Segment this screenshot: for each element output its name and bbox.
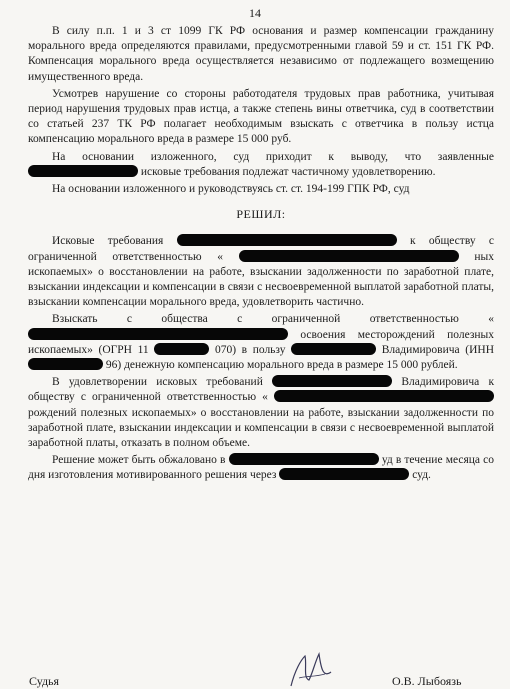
document-body bbox=[28, 24, 494, 484]
decision-2-text-a: Взыскать с общества с ограниченной ответственностью « bbox=[52, 313, 494, 326]
redaction-block bbox=[28, 358, 103, 370]
redaction-block bbox=[291, 343, 376, 355]
decision-heading: РЕШИЛ: bbox=[236, 207, 286, 222]
decision-4-text-b: уд в течение месяца со дня изготовления мотивированного решения через bbox=[28, 454, 495, 482]
paragraph-3 bbox=[28, 150, 494, 180]
redaction-block bbox=[239, 250, 459, 262]
decision-1-text-c: ных ископаемых» о восстановлении на работе, взыскании задолженности по заработной плате, взыскании индексации и компенсации в связи с несвоевременной выплатой заработной платы, взыскании компенсации морального вреда, удовлетворить частично. bbox=[28, 250, 495, 309]
paragraph-3-text: На основании изложенного, суд приходит к выводу, что заявленные bbox=[52, 150, 494, 163]
redaction-block bbox=[279, 468, 409, 480]
judge-name: О.В. Лыбоязь bbox=[392, 674, 462, 688]
redaction-block bbox=[28, 328, 288, 340]
page-number: 14 bbox=[249, 6, 261, 20]
redaction-block bbox=[229, 453, 379, 465]
redaction-block bbox=[28, 165, 138, 177]
decision-paragraph-2 bbox=[28, 312, 494, 373]
decision-2-text-b: освоения месторождений полезных ископаемых» (ОГРН 11 bbox=[28, 328, 494, 356]
redaction-block bbox=[154, 343, 209, 355]
decision-3-text-c: рождений полезных ископаемых» о восстановлении на работе, взыскании задолженности по заработной плате, взыскании индексации и компенсации в связи с несвоевременной выплатой заработной платы, отказать в полном объеме. bbox=[28, 406, 494, 450]
decision-3-text-a: В удовлетворении исковых требований bbox=[52, 376, 263, 389]
redaction-block bbox=[177, 234, 397, 246]
paragraph-4: На основании изложенного и руководствуясь ст. ст. 194-199 ГПК РФ, суд bbox=[52, 183, 410, 196]
decision-2-text-e: 96) денежную компенсацию морального вреда в размере 15 000 рублей. bbox=[105, 359, 458, 372]
decision-2-text-c: 070) в пользу bbox=[214, 343, 286, 356]
decision-2-text-d: Владимировича (ИНН bbox=[381, 343, 495, 356]
decision-paragraph-4 bbox=[28, 453, 494, 483]
judge-label: Судья bbox=[29, 674, 60, 688]
redaction-block bbox=[272, 375, 392, 387]
decision-4-text-c: суд. bbox=[412, 469, 431, 482]
decision-paragraph-1 bbox=[28, 234, 494, 310]
decision-1-text-b: к обществу с ограниченной ответственностью « bbox=[28, 235, 495, 263]
paragraph-2: Усмотрев нарушение со стороны работодателя трудовых прав работника, учитывая период нарушения трудовых прав истца, а также степень вины ответчика, суд в соответствии со статьей 237 ТК РФ полагает необходимым взыскать с ответчика в пользу истца компенсацию морального вреда в размере 15 000 руб. bbox=[28, 87, 494, 146]
paragraph-1: В силу п.п. 1 и 3 ст 1099 ГК РФ основания и размер компенсации гражданину морального вреда определяются правилами, предусмотренными главой 59 и ст. 151 ГК РФ. Компенсация морального вреда осуществляется независимо от подлежащего возмещению имущественного вреда. bbox=[28, 25, 494, 83]
handwritten-signature bbox=[285, 650, 335, 689]
paragraph-3-tail: исковые требования подлежат частичному удовлетворению. bbox=[140, 165, 436, 178]
signature-block bbox=[0, 650, 510, 689]
decision-4-text-a: Решение может быть обжаловано в bbox=[52, 454, 226, 467]
decision-paragraph-3 bbox=[28, 375, 494, 451]
decision-3-text-b: Владимировича к обществу с ограниченной ответственностью « bbox=[28, 376, 495, 404]
decision-1-text-a: Исковые требования bbox=[52, 235, 164, 248]
redaction-block bbox=[274, 390, 494, 402]
